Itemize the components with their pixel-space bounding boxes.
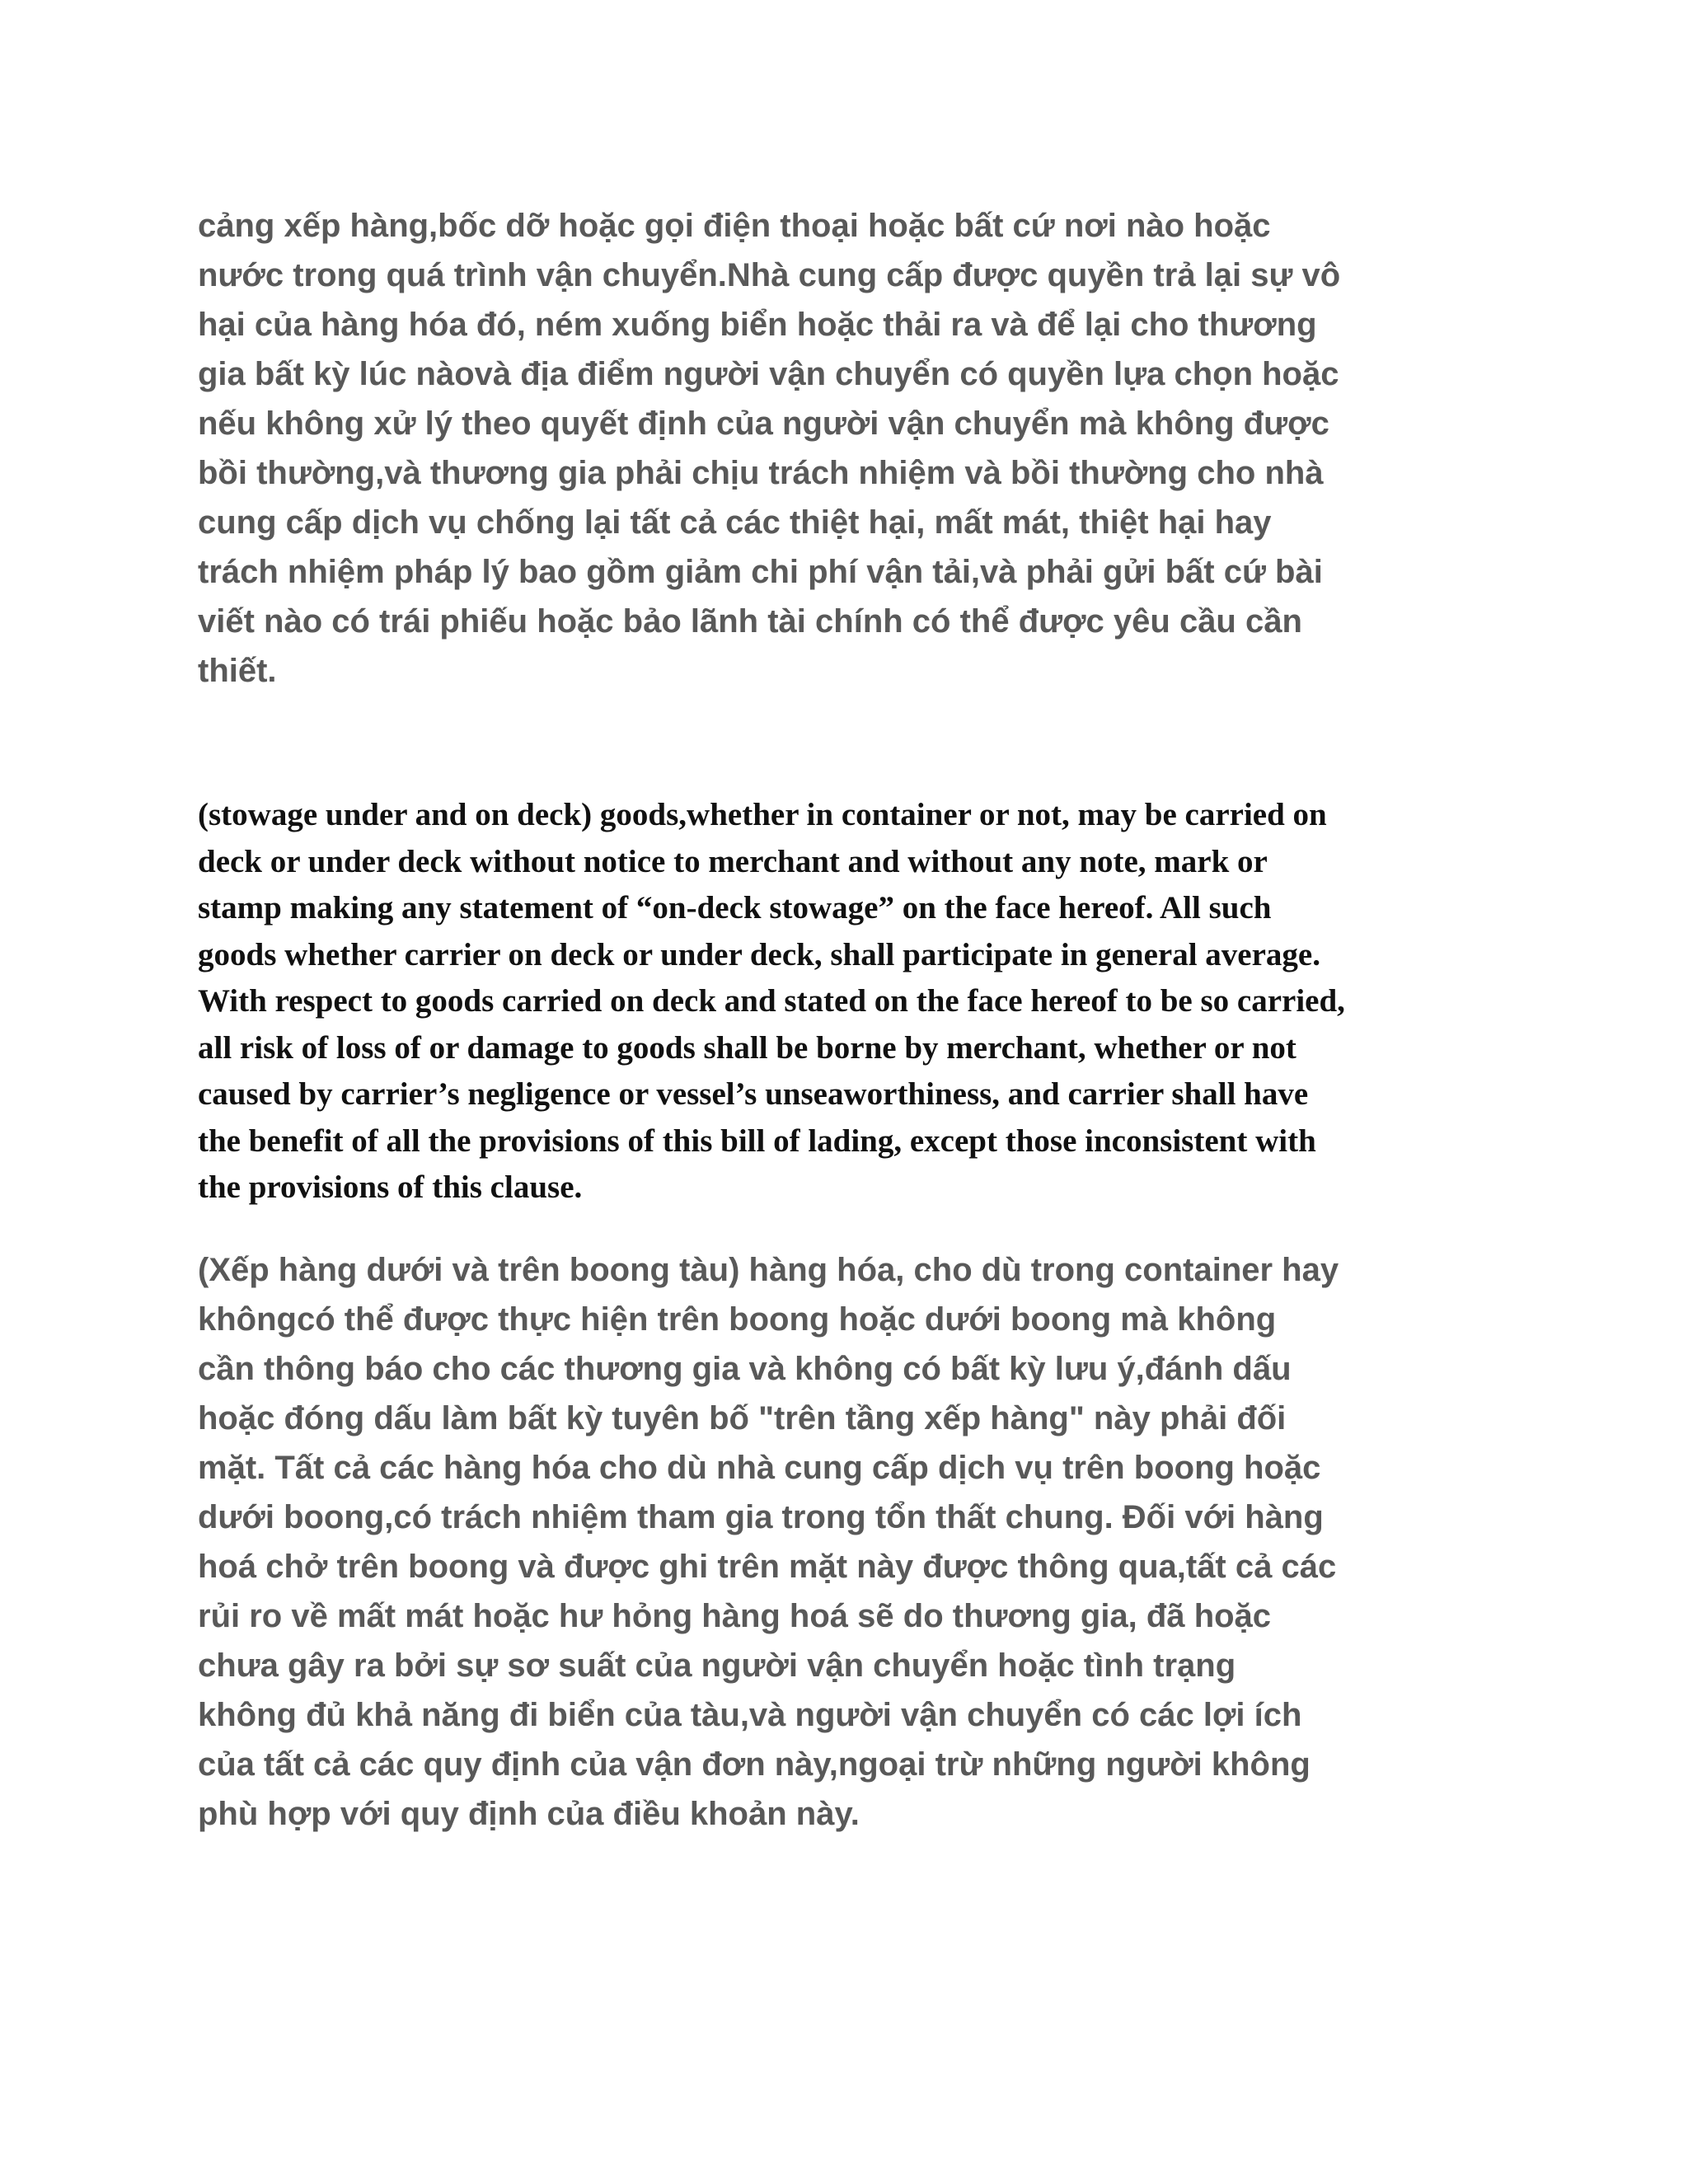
text-line: all risk of loss of or damage to goods shall be borne by merchant, whether or not bbox=[198, 1029, 1296, 1066]
text-line: hại của hàng hóa đó, ném xuống biển hoặc thải ra và để lại cho thương bbox=[198, 307, 1317, 343]
text-line: cung cấp dịch vụ chống lại tất cả các thiệt hại, mất mát, thiệt hại hay bbox=[198, 504, 1272, 541]
text-line: viết nào có trái phiếu hoặc bảo lãnh tài chính có thể được yêu cầu cần bbox=[198, 603, 1302, 640]
text-line: deck or under deck without notice to merchant and without any note, mark or bbox=[198, 843, 1268, 879]
text-line: chưa gây ra bởi sự sơ suất của người vận chuyển hoặc tình trạng bbox=[198, 1647, 1236, 1684]
text-line: caused by carrier’s negligence or vessel’s unseaworthiness, and carrier shall have bbox=[198, 1076, 1309, 1112]
text-line: thiết. bbox=[198, 653, 277, 689]
text-line: (Xếp hàng dưới và trên boong tàu) hàng hóa, cho dù trong container hay bbox=[198, 1252, 1339, 1288]
text-line: của tất cả các quy định của vận đơn này,ngoại trừ những người không bbox=[198, 1746, 1311, 1783]
paragraph-vietnamese-stowage-clause bbox=[198, 1245, 1484, 1839]
paragraph-vietnamese-cargo-disposal bbox=[198, 201, 1484, 696]
text-line: phù hợp với quy định của điều khoản này. bbox=[198, 1796, 860, 1832]
text-line: stamp making any statement of “on-deck stowage” on the face hereof. All such bbox=[198, 890, 1272, 926]
text-line: nếu không xử lý theo quyết định của người vận chuyển mà không được bbox=[198, 405, 1329, 442]
text-line: dưới boong,có trách nhiệm tham gia trong tổn thất chung. Đối với hàng bbox=[198, 1499, 1324, 1535]
text-line: không đủ khả năng đi biển của tàu,và người vận chuyển có các lợi ích bbox=[198, 1697, 1302, 1733]
text-line: khôngcó thể được thực hiện trên boong hoặc dưới boong mà không bbox=[198, 1301, 1277, 1338]
text-line: rủi ro về mất mát hoặc hư hỏng hàng hoá sẽ do thương gia, đã hoặc bbox=[198, 1598, 1272, 1634]
paragraph-english-stowage-clause bbox=[198, 792, 1484, 1212]
text-line: bồi thường,và thương gia phải chịu trách nhiệm và bồi thường cho nhà bbox=[198, 455, 1324, 491]
text-line: the provisions of this clause. bbox=[198, 1169, 583, 1205]
text-line: trách nhiệm pháp lý bao gồm giảm chi phí vận tải,và phải gửi bất cứ bài bbox=[198, 554, 1323, 590]
text-line: mặt. Tất cả các hàng hóa cho dù nhà cung cấp dịch vụ trên boong hoặc bbox=[198, 1450, 1321, 1486]
text-line: With respect to goods carried on deck and stated on the face hereof to be so carried, bbox=[198, 983, 1345, 1019]
text-line: hoặc đóng dấu làm bất kỳ tuyên bố "trên tầng xếp hàng" này phải đối bbox=[198, 1400, 1287, 1436]
text-line: cảng xếp hàng,bốc dỡ hoặc gọi điện thoại hoặc bất cứ nơi nào hoặc bbox=[198, 208, 1271, 244]
text-line: hoá chở trên boong và được ghi trên mặt này được thông qua,tất cả các bbox=[198, 1549, 1337, 1585]
text-line: nước trong quá trình vận chuyển.Nhà cung cấp được quyền trả lại sự vô bbox=[198, 257, 1341, 293]
text-line: the benefit of all the provisions of this bill of lading, except those inconsistent with bbox=[198, 1122, 1316, 1159]
text-line: (stowage under and on deck) goods,whether in container or not, may be carried on bbox=[198, 797, 1327, 832]
text-line: goods whether carrier on deck or under deck, shall participate in general average. bbox=[198, 936, 1320, 972]
text-line: cần thông báo cho các thương gia và không có bất kỳ lưu ý,đánh dấu bbox=[198, 1351, 1292, 1387]
text-line: gia bất kỳ lúc nàovà địa điểm người vận chuyển có quyền lựa chọn hoặc bbox=[198, 356, 1339, 392]
